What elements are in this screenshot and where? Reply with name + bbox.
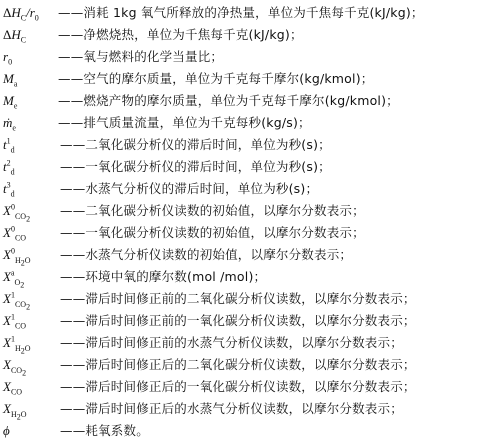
list-item — [0, 200, 480, 222]
description: ——水蒸气分析仪的滞后时间，单位为秒(s)； — [60, 181, 319, 196]
list-item — [0, 68, 480, 90]
description: ——二氧化碳分析仪的滞后时间，单位为秒(s)； — [60, 137, 331, 152]
symbol: $X^1_{CO}$ — [3, 312, 27, 331]
symbol: ϕ — [3, 423, 10, 438]
description: ——一氧化碳分析仪读数的初始值，以摩尔分数表示； — [60, 225, 365, 240]
symbol: $X^1_{H_2O}$ — [3, 334, 31, 356]
list-item — [0, 134, 480, 156]
list-item — [0, 244, 480, 266]
list-item — [0, 112, 480, 134]
description: ——二氧化碳分析仪读数的初始值，以摩尔分数表示； — [60, 203, 365, 218]
list-item — [0, 24, 480, 46]
list-item — [0, 156, 480, 178]
list-item — [0, 178, 480, 200]
description: ——燃烧产物的摩尔质量，单位为千克每千摩尔(kg/kmol)； — [58, 93, 399, 108]
symbol: $t^3_d$ — [3, 180, 15, 199]
list-item — [0, 2, 480, 24]
description: ——水蒸气分析仪读数的初始值，以摩尔分数表示； — [60, 247, 353, 262]
list-item — [0, 222, 480, 244]
list-item — [0, 376, 480, 398]
description: ——滞后时间修正后的一氧化碳分析仪读数，以摩尔分数表示； — [60, 379, 416, 394]
symbol: $X^0_{H_2O}$ — [3, 246, 31, 268]
symbol: $X^1_{CO_2}$ — [3, 290, 31, 312]
description: ——排气质量流量，单位为千克每秒(kg/s)； — [58, 115, 311, 130]
list-item — [0, 420, 480, 442]
symbol: ṁ$_e$ — [3, 115, 16, 133]
symbol: $X_{CO}$ — [3, 379, 23, 397]
list-item — [0, 310, 480, 332]
symbol: $M_e$ — [3, 93, 18, 111]
symbol: $t^2_d$ — [3, 158, 15, 177]
list-item — [0, 398, 480, 420]
symbol: $X_{H_2O}$ — [3, 401, 27, 422]
description: ——氧与燃料的化学当量比； — [58, 49, 224, 64]
list-item — [0, 332, 480, 354]
description: ——滞后时间修正后的水蒸气分析仪读数，以摩尔分数表示； — [60, 401, 403, 416]
symbol: $r_0$ — [3, 49, 13, 67]
description: ——滞后时间修正前的一氧化碳分析仪读数，以摩尔分数表示； — [60, 313, 416, 328]
symbol: $\Delta H_C/r_0$ — [3, 5, 39, 23]
list-item — [0, 90, 480, 112]
description: ——空气的摩尔质量，单位为千克每千摩尔(kg/kmol)； — [58, 71, 374, 86]
description: ——环境中氧的摩尔数(mol /mol)； — [60, 269, 267, 284]
symbol: $t^1_d$ — [3, 136, 15, 155]
list-item — [0, 266, 480, 288]
symbol: $X^a_{O_2}$ — [3, 268, 25, 290]
description: ——净燃烧热，单位为千焦每千克(kJ/kg)； — [58, 27, 303, 42]
description: ——滞后时间修正后的二氧化碳分析仪读数，以摩尔分数表示； — [60, 357, 416, 372]
description: ——滞后时间修正前的二氧化碳分析仪读数，以摩尔分数表示； — [60, 291, 416, 306]
description: ——耗氧系数。 — [60, 423, 149, 438]
symbol: $X^0_{CO_2}$ — [3, 202, 31, 224]
symbol: $M_a$ — [3, 71, 18, 89]
list-item — [0, 46, 480, 68]
description: ——消耗 1kg 氧气所释放的净热量，单位为千焦每千克(kJ/kg)； — [58, 5, 424, 20]
list-item — [0, 354, 480, 376]
symbol: $X_{CO_2}$ — [3, 357, 27, 378]
symbol: $X^0_{CO}$ — [3, 224, 27, 243]
list-item — [0, 288, 480, 310]
symbol: $\Delta H_C$ — [3, 27, 27, 45]
description: ——滞后时间修正前的水蒸气分析仪读数，以摩尔分数表示； — [60, 335, 403, 350]
description: ——一氧化碳分析仪的滞后时间，单位为秒(s)； — [60, 159, 331, 174]
